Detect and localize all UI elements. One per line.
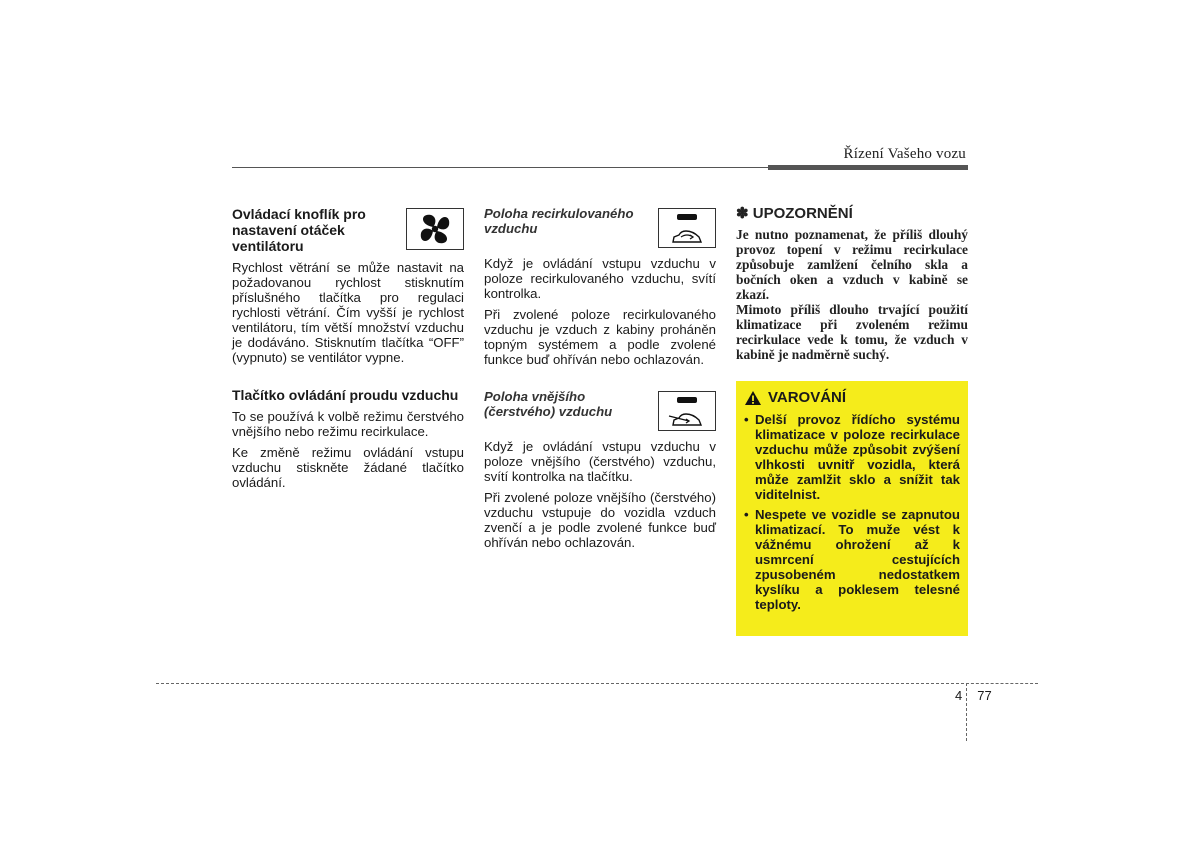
column-fan-and-airflow [232,206,464,496]
airflow-control-text-2: Ke změně režimu ovládání vstupu vzduchu stiskněte žádané tlačítko ovládání. [232,445,464,490]
caution-title: ✽ UPOZORNĚNÍ [736,205,853,222]
footer-divider-right [966,683,1038,684]
warning-list [744,412,960,612]
fan-icon [407,209,463,249]
fresh-air-icon-box [658,391,716,431]
recirculation-text-2: Při zvolené poloze recirkulovaného vzduchu je vzduch z kabiny proháněn topným systémem a podle zvolené funkce buď ohříván nebo ochlazován. [484,307,716,367]
fan-speed-text: Rychlost větrání se může nastavit na požadovanou rychlost stisknutím příslušného tlačítka pro regulaci rychlosti větrání. Čím vyšší je rychlost ventilátoru, tím větší množství vzduchu je dodáváno. Stisknutím tlačítka “OFF” (vypnuto) se ventilátor vypne. [232,260,464,365]
fresh-air-text-1: Když je ovládání vstupu vzduchu v poloze vnějšího (čerstvého) vzduchu, svítí kontrolka na tlačítku. [484,439,716,484]
column-notices [736,206,968,362]
fresh-air-text-2: Při zvolené poloze vnějšího (čerstvého) vzduchu vstupuje do vozidla vzduch zvenčí a je podle zvolené funkce buď ohříván nebo ochlazován. [484,490,716,550]
page-header-title: Řízení Vašeho vozu [843,146,966,162]
header-rule-accent [768,165,968,170]
recirculation-icon-box [658,208,716,248]
header-rule [232,167,768,168]
warning-box [736,381,968,636]
caution-text-1: Je nutno poznamenat, že příliš dlouhý provoz topení v režimu recirkulace způsobuje zamlžení čelního skla a bočních oken a vzduch v kabině se zkazí. [736,227,968,302]
column-air-modes [484,206,716,556]
chapter-number: 4 [955,688,963,703]
airflow-control-text-1: To se používá k volbě režimu čerstvého vnějšího nebo režimu recirkulace. [232,409,464,439]
fan-speed-heading: Ovládací knoflík pro nastavení otáček ventilátoru [232,206,366,254]
fresh-air-icon [659,392,715,430]
page-number-value: 77 [977,688,992,703]
warning-item: • Nespete ve vozidle se zapnutou klimatizací. To muže vést k vážnému ohrožení až k usmrcení cestujících zpusobeném nedostatkem kyslíku a poklesem telesné teploty. [744,507,960,612]
warning-title-row [744,389,960,406]
caution-text-2: Mimoto příliš dlouho trvající použití klimatizace při zvoleném režimu recirkulace vede k tomu, že vzduch v kabině je nadměrně suchý. [736,302,968,362]
footer-divider [156,683,964,684]
recirculation-heading: Poloha recirkulovaného vzduchu [484,206,634,236]
fan-icon-box [406,208,464,250]
fresh-air-heading: Poloha vnějšího (čerstvého) vzduchu [484,389,613,419]
warning-title: VAROVÁNÍ [768,389,847,406]
warning-item: • Delší provoz řídícho systému klimatizace v poloze recirkulace vzduchu může způsobit zvýšení vlhkosti uvnitř vozidla, která může zamlžit sklo a snížit tak viditelnist. [744,412,960,502]
airflow-control-heading: Tlačítko ovládání proudu vzduchu [232,387,459,403]
warning-triangle-icon [744,390,762,406]
recirculation-icon [659,209,715,247]
recirculation-text-1: Když je ovládání vstupu vzduchu v poloze recirkulovaného vzduchu, svítí kontrolka. [484,256,716,301]
page-number [955,688,992,703]
